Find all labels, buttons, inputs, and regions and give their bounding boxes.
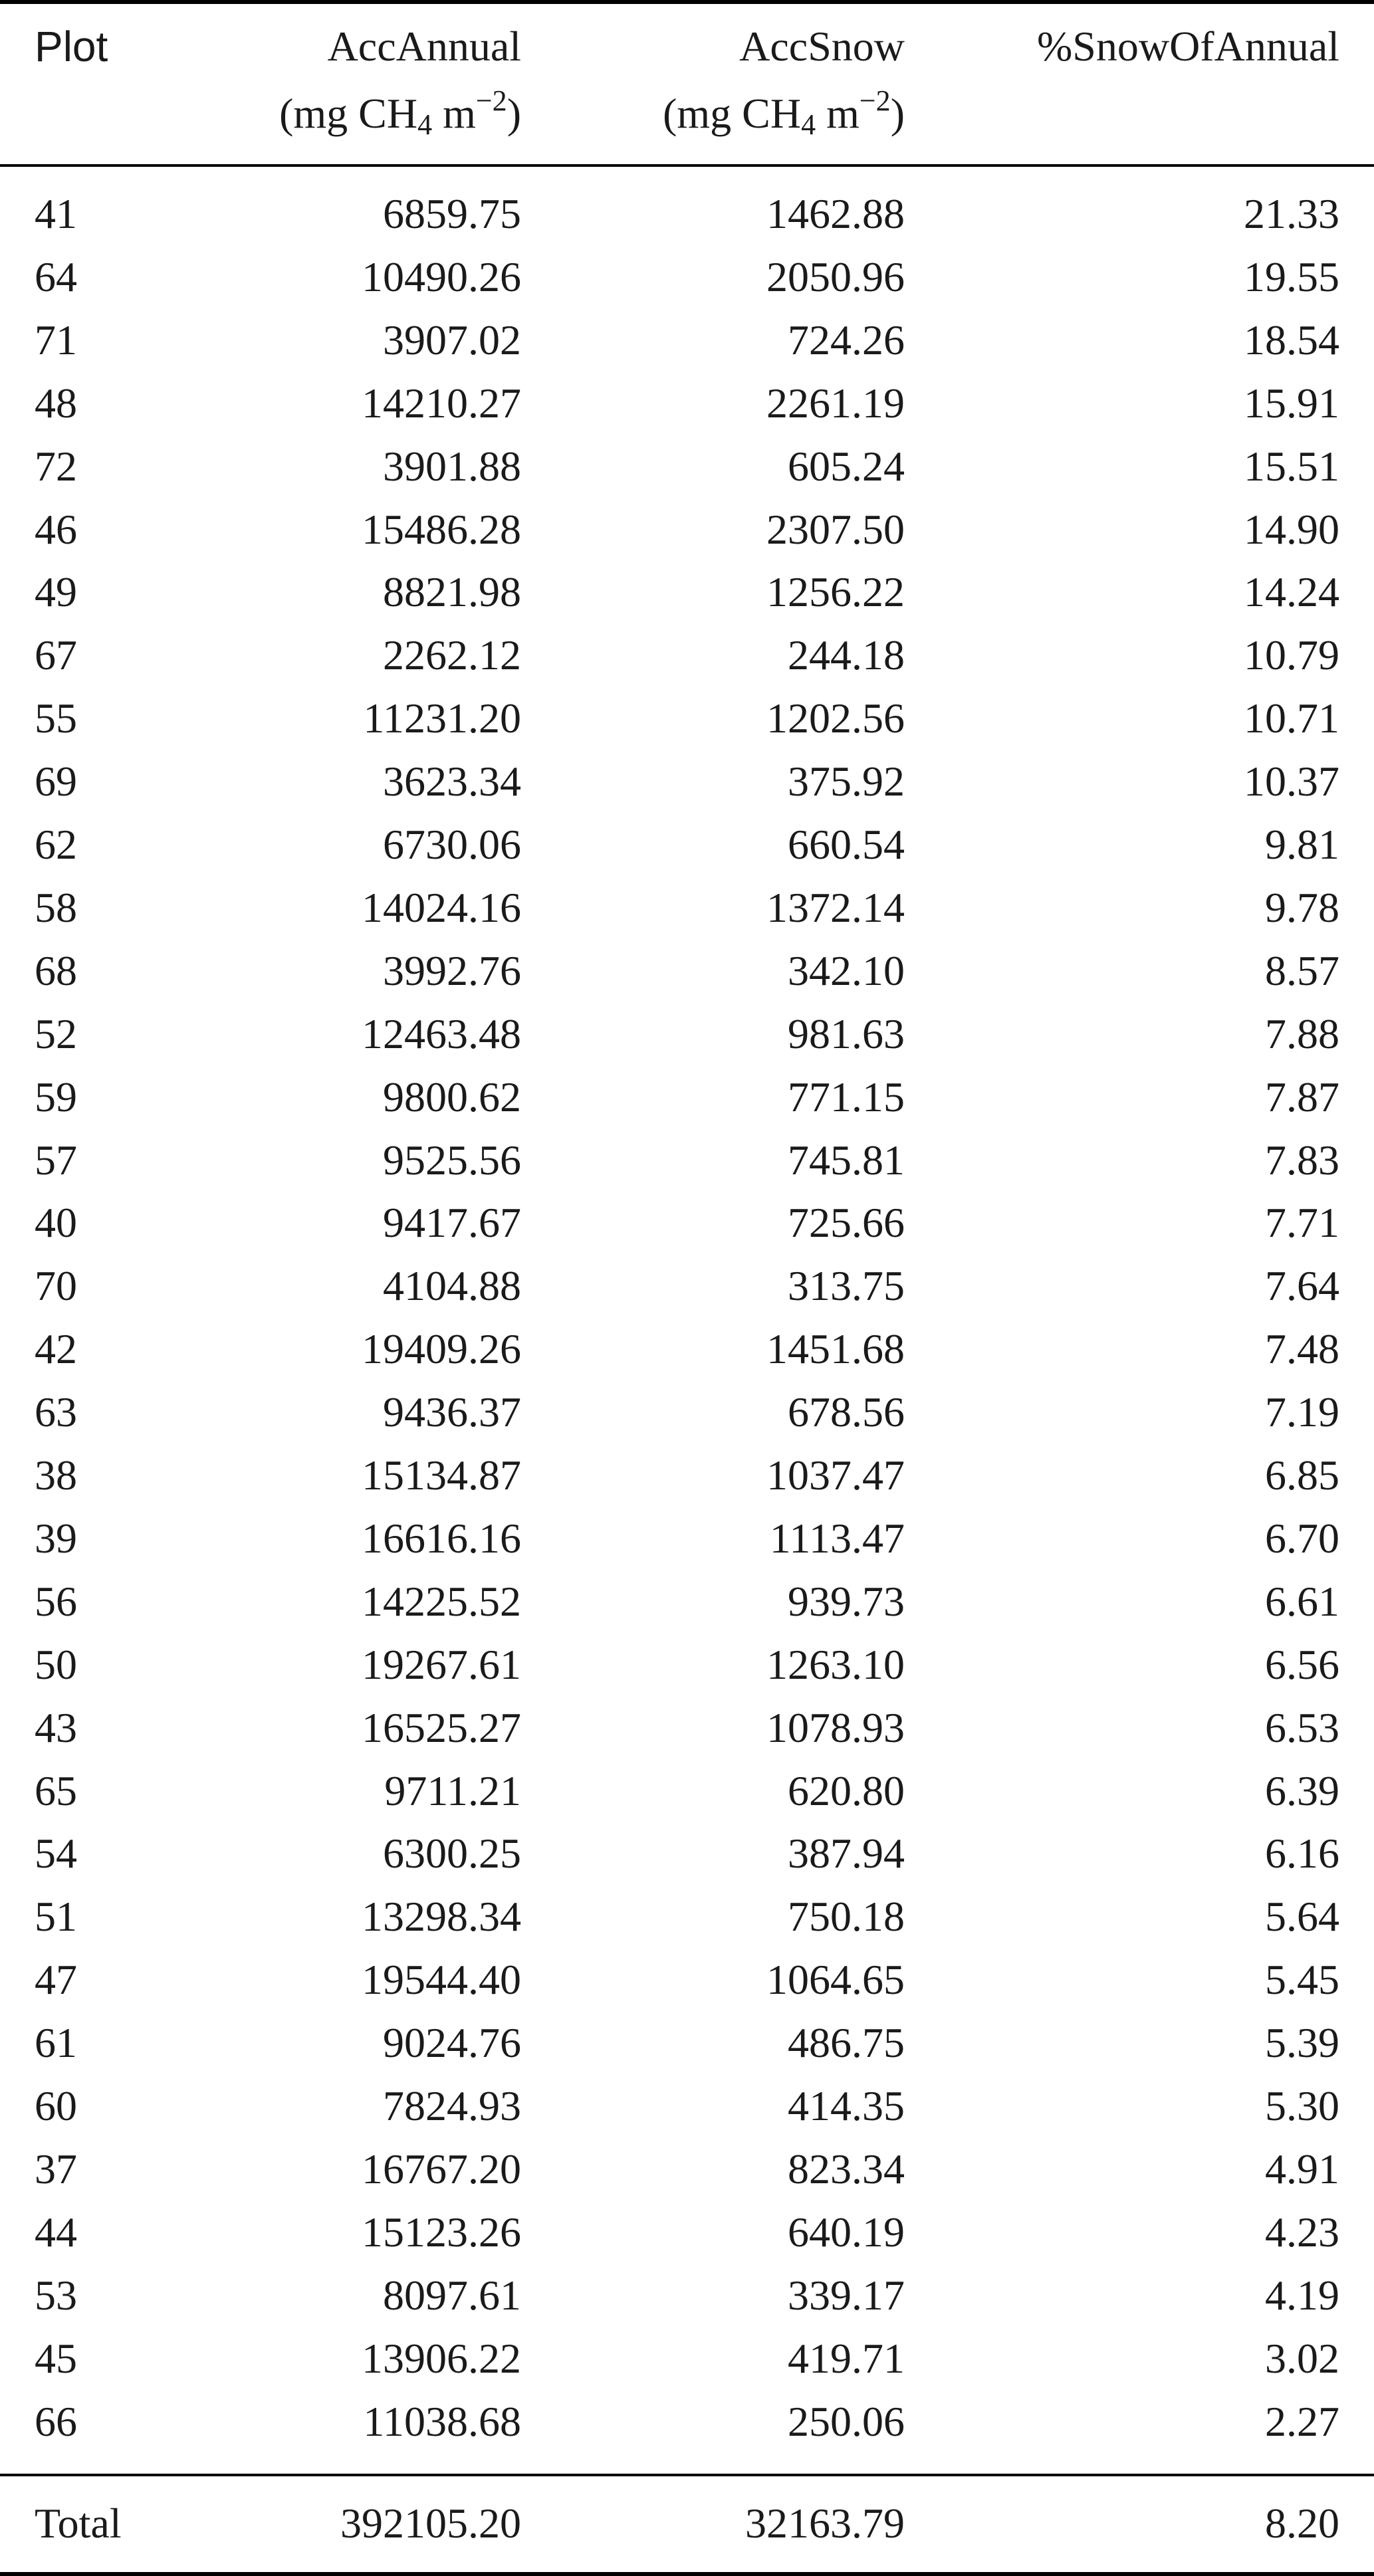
cell-plot: 67 (35, 631, 77, 679)
cell-acc-annual: 14210.27 (362, 379, 521, 427)
cell-acc-snow: 1202.56 (766, 695, 905, 742)
cell-plot: 69 (35, 758, 77, 805)
table-row (0, 823, 1374, 887)
cell-plot: 41 (35, 190, 77, 237)
cell-plot: 62 (35, 821, 77, 868)
total-rule (0, 2474, 1374, 2476)
header-pct-snow: %SnowOfAnnual (1036, 23, 1339, 70)
table-row (0, 946, 1374, 1013)
table-row (0, 1956, 1374, 2022)
cell-plot: 72 (35, 442, 77, 490)
cell-pct-snow: 6.53 (1265, 1703, 1339, 1751)
table-row (0, 316, 1374, 382)
cell-acc-annual: 10490.26 (362, 253, 521, 300)
cell-acc-annual: 9024.76 (383, 2019, 521, 2067)
cell-acc-snow: 2307.50 (766, 505, 905, 553)
cell-acc-snow: 939.73 (788, 1577, 905, 1625)
cell-acc-snow: 1037.47 (766, 1451, 905, 1499)
cell-acc-annual: 13906.22 (362, 2334, 521, 2382)
cell-acc-snow: 725.66 (788, 1199, 905, 1247)
cell-acc-annual: 9436.37 (383, 1388, 521, 1436)
cell-plot: 38 (35, 1451, 77, 1499)
table-row (0, 1073, 1374, 1139)
cell-pct-snow: 9.78 (1265, 883, 1339, 931)
cell-pct-snow: 14.90 (1244, 505, 1339, 553)
cell-pct-snow: 21.33 (1244, 190, 1339, 237)
table-row (0, 1577, 1374, 1644)
cell-acc-annual: 15123.26 (362, 2208, 521, 2256)
cell-acc-annual: 15486.28 (362, 505, 521, 553)
cell-acc-snow: 250.06 (788, 2397, 905, 2445)
cell-pct-snow: 5.64 (1265, 1893, 1339, 1941)
cell-acc-snow: 486.75 (788, 2019, 905, 2067)
cell-plot: 44 (35, 2208, 77, 2256)
cell-acc-snow: 1078.93 (766, 1703, 905, 1751)
cell-plot: 39 (35, 1514, 77, 1562)
cell-acc-snow: 1263.10 (766, 1640, 905, 1688)
cell-pct-snow: 6.61 (1265, 1577, 1339, 1625)
cell-acc-annual: 9525.56 (383, 1136, 521, 1184)
cell-plot: 51 (35, 1893, 77, 1941)
cell-acc-annual: 3907.02 (383, 316, 521, 364)
cell-plot: 37 (35, 2145, 77, 2193)
table-row (0, 1262, 1374, 1328)
cell-pct-snow: 7.71 (1265, 1199, 1339, 1247)
cell-acc-annual: 11038.68 (363, 2397, 521, 2445)
cell-plot: 46 (35, 505, 77, 553)
table-row (0, 2019, 1374, 2085)
cell-acc-snow: 1372.14 (766, 883, 905, 931)
cell-plot: 60 (35, 2082, 77, 2129)
cell-acc-annual: 12463.48 (362, 1010, 521, 1057)
table-row (0, 1136, 1374, 1202)
cell-acc-snow: 1256.22 (766, 568, 905, 616)
cell-plot: 68 (35, 946, 77, 994)
cell-pct-snow: 7.48 (1265, 1325, 1339, 1373)
cell-acc-snow: 387.94 (788, 1830, 905, 1878)
cell-pct-snow: 10.37 (1244, 758, 1339, 805)
cell-plot: 54 (35, 1830, 77, 1878)
cell-acc-snow: 313.75 (788, 1262, 905, 1310)
cell-acc-annual: 14024.16 (362, 883, 521, 931)
header-acc-annual: AccAnnual (327, 23, 521, 70)
cell-pct-snow: 4.19 (1265, 2271, 1339, 2319)
cell-pct-snow: 9.81 (1265, 821, 1339, 868)
cell-acc-annual: 16767.20 (362, 2145, 521, 2193)
total-acc-annual: 392105.20 (340, 2500, 521, 2547)
cell-acc-snow: 1462.88 (766, 190, 905, 237)
cell-acc-snow: 660.54 (788, 821, 905, 868)
cell-acc-annual: 16616.16 (362, 1514, 521, 1562)
cell-acc-snow: 375.92 (788, 758, 905, 805)
table-row (0, 1832, 1374, 1895)
cell-acc-snow: 620.80 (788, 1767, 905, 1814)
cell-acc-annual: 8821.98 (383, 568, 521, 616)
cell-pct-snow: 6.16 (1265, 1830, 1339, 1878)
table-row (0, 505, 1374, 572)
cell-acc-snow: 1113.47 (769, 1514, 905, 1562)
cell-acc-annual: 3623.34 (383, 758, 521, 805)
cell-acc-snow: 724.26 (788, 316, 905, 364)
table-row (0, 2082, 1374, 2148)
cell-acc-annual: 3901.88 (383, 442, 521, 490)
bottom-rule (0, 2572, 1374, 2576)
header-plot: Plot (35, 23, 108, 70)
cell-pct-snow: 7.64 (1265, 1262, 1339, 1310)
cell-acc-annual: 6300.25 (383, 1830, 521, 1878)
cell-pct-snow: 7.88 (1265, 1010, 1339, 1057)
cell-acc-snow: 342.10 (788, 946, 905, 994)
cell-pct-snow: 15.51 (1244, 442, 1339, 490)
header-rule (0, 164, 1374, 167)
table-row (0, 253, 1374, 319)
table-row (0, 697, 1374, 760)
cell-acc-annual: 4104.88 (383, 1262, 521, 1310)
cell-pct-snow: 7.87 (1265, 1073, 1339, 1121)
table-row (0, 442, 1374, 508)
cell-pct-snow: 6.70 (1265, 1514, 1339, 1562)
table-row (0, 2271, 1374, 2337)
cell-pct-snow: 10.79 (1244, 631, 1339, 679)
cell-plot: 47 (35, 1956, 77, 2004)
header-acc-annual-unit: (mg $CH_4$ $m^{-2}$) (279, 84, 521, 141)
cell-acc-annual: 19544.40 (362, 1956, 521, 2004)
cell-pct-snow: 6.56 (1265, 1640, 1339, 1688)
table-row (0, 1010, 1374, 1076)
table-row (0, 1199, 1374, 1265)
cell-acc-annual: 9800.62 (383, 1073, 521, 1121)
cell-pct-snow: 10.71 (1244, 695, 1339, 742)
cell-acc-snow: 2050.96 (766, 253, 905, 300)
cell-acc-annual: 2262.12 (383, 631, 521, 679)
cell-plot: 64 (35, 253, 77, 300)
cell-plot: 55 (35, 695, 77, 742)
cell-pct-snow: 4.23 (1265, 2208, 1339, 2256)
cell-plot: 53 (35, 2271, 77, 2319)
cell-acc-snow: 244.18 (788, 631, 905, 679)
cell-pct-snow: 7.19 (1265, 1388, 1339, 1436)
table-row (0, 2145, 1374, 2211)
table-row (0, 2208, 1374, 2274)
cell-plot: 52 (35, 1010, 77, 1057)
table-row (0, 1703, 1374, 1770)
table-row (0, 2397, 1374, 2464)
cell-pct-snow: 5.45 (1265, 1956, 1339, 2004)
cell-plot: 71 (35, 316, 77, 364)
cell-plot: 49 (35, 568, 77, 616)
cell-acc-annual: 6730.06 (383, 821, 521, 868)
cell-acc-annual: 19267.61 (362, 1640, 521, 1688)
cell-plot: 59 (35, 1073, 77, 1121)
table-row (0, 1895, 1374, 1959)
cell-acc-snow: 414.35 (788, 2082, 905, 2129)
header-acc-snow-unit: (mg $CH_4$ $m^{-2}$) (663, 84, 905, 141)
cell-pct-snow: 8.57 (1265, 946, 1339, 994)
cell-acc-snow: 640.19 (788, 2208, 905, 2256)
cell-plot: 45 (35, 2334, 77, 2382)
cell-plot: 42 (35, 1325, 77, 1373)
cell-acc-snow: 750.18 (788, 1893, 905, 1941)
cell-pct-snow: 18.54 (1244, 316, 1339, 364)
cell-acc-annual: 6859.75 (383, 190, 521, 237)
cell-acc-annual: 11231.20 (363, 695, 521, 742)
table-row (0, 1325, 1374, 1391)
table-row (0, 1514, 1374, 1580)
table-row (0, 883, 1374, 950)
cell-acc-annual: 3992.76 (383, 946, 521, 994)
table-row (0, 1767, 1374, 1833)
table-row (0, 1388, 1374, 1454)
cell-acc-annual: 9417.67 (383, 1199, 521, 1247)
cell-acc-annual: 8097.61 (383, 2271, 521, 2319)
table-row (0, 631, 1374, 697)
cell-plot: 70 (35, 1262, 77, 1310)
cell-pct-snow: 6.39 (1265, 1767, 1339, 1814)
cell-acc-annual: 19409.26 (362, 1325, 521, 1373)
cell-acc-snow: 678.56 (788, 1388, 905, 1436)
cell-acc-snow: 419.71 (788, 2334, 905, 2382)
cell-pct-snow: 6.85 (1265, 1451, 1339, 1499)
table-row (0, 1451, 1374, 1517)
table-row (0, 190, 1374, 256)
cell-acc-annual: 14225.52 (362, 1577, 521, 1625)
cell-plot: 63 (35, 1388, 77, 1436)
cell-acc-annual: 15134.87 (362, 1451, 521, 1499)
cell-acc-snow: 745.81 (788, 1136, 905, 1184)
table-row (0, 760, 1374, 823)
cell-pct-snow: 4.91 (1265, 2145, 1339, 2193)
cell-pct-snow: 15.91 (1244, 379, 1339, 427)
total-acc-snow: 32163.79 (745, 2500, 905, 2547)
cell-pct-snow: 3.02 (1265, 2334, 1339, 2382)
total-pct-snow: 8.20 (1265, 2500, 1339, 2547)
cell-plot: 40 (35, 1199, 77, 1247)
cell-plot: 61 (35, 2019, 77, 2067)
cell-acc-snow: 981.63 (788, 1010, 905, 1057)
cell-plot: 66 (35, 2397, 77, 2445)
cell-acc-snow: 339.17 (788, 2271, 905, 2319)
cell-plot: 57 (35, 1136, 77, 1184)
cell-pct-snow: 7.83 (1265, 1136, 1339, 1184)
cell-pct-snow: 2.27 (1265, 2397, 1339, 2445)
cell-plot: 65 (35, 1767, 77, 1814)
cell-acc-snow: 2261.19 (766, 379, 905, 427)
cell-pct-snow: 14.24 (1244, 568, 1339, 616)
cell-pct-snow: 5.39 (1265, 2019, 1339, 2067)
cell-plot: 43 (35, 1703, 77, 1751)
cell-plot: 56 (35, 1577, 77, 1625)
table-row (0, 2334, 1374, 2401)
cell-plot: 50 (35, 1640, 77, 1688)
table-row (0, 568, 1374, 634)
cell-plot: 48 (35, 379, 77, 427)
cell-acc-annual: 7824.93 (383, 2082, 521, 2129)
cell-acc-annual: 16525.27 (362, 1703, 521, 1751)
cell-acc-snow: 605.24 (788, 442, 905, 490)
header-acc-snow: AccSnow (739, 23, 905, 70)
cell-acc-annual: 13298.34 (362, 1893, 521, 1941)
table-row (0, 379, 1374, 445)
cell-plot: 58 (35, 883, 77, 931)
cell-acc-annual: 9711.21 (384, 1767, 521, 1814)
cell-acc-snow: 1451.68 (766, 1325, 905, 1373)
cell-acc-snow: 823.34 (788, 2145, 905, 2193)
cell-pct-snow: 5.30 (1265, 2082, 1339, 2129)
top-rule (0, 0, 1374, 4)
cell-acc-snow: 771.15 (788, 1073, 905, 1121)
cell-pct-snow: 19.55 (1244, 253, 1339, 300)
cell-acc-snow: 1064.65 (766, 1956, 905, 2004)
table-row (0, 1640, 1374, 1707)
total-label: Total (35, 2500, 122, 2547)
